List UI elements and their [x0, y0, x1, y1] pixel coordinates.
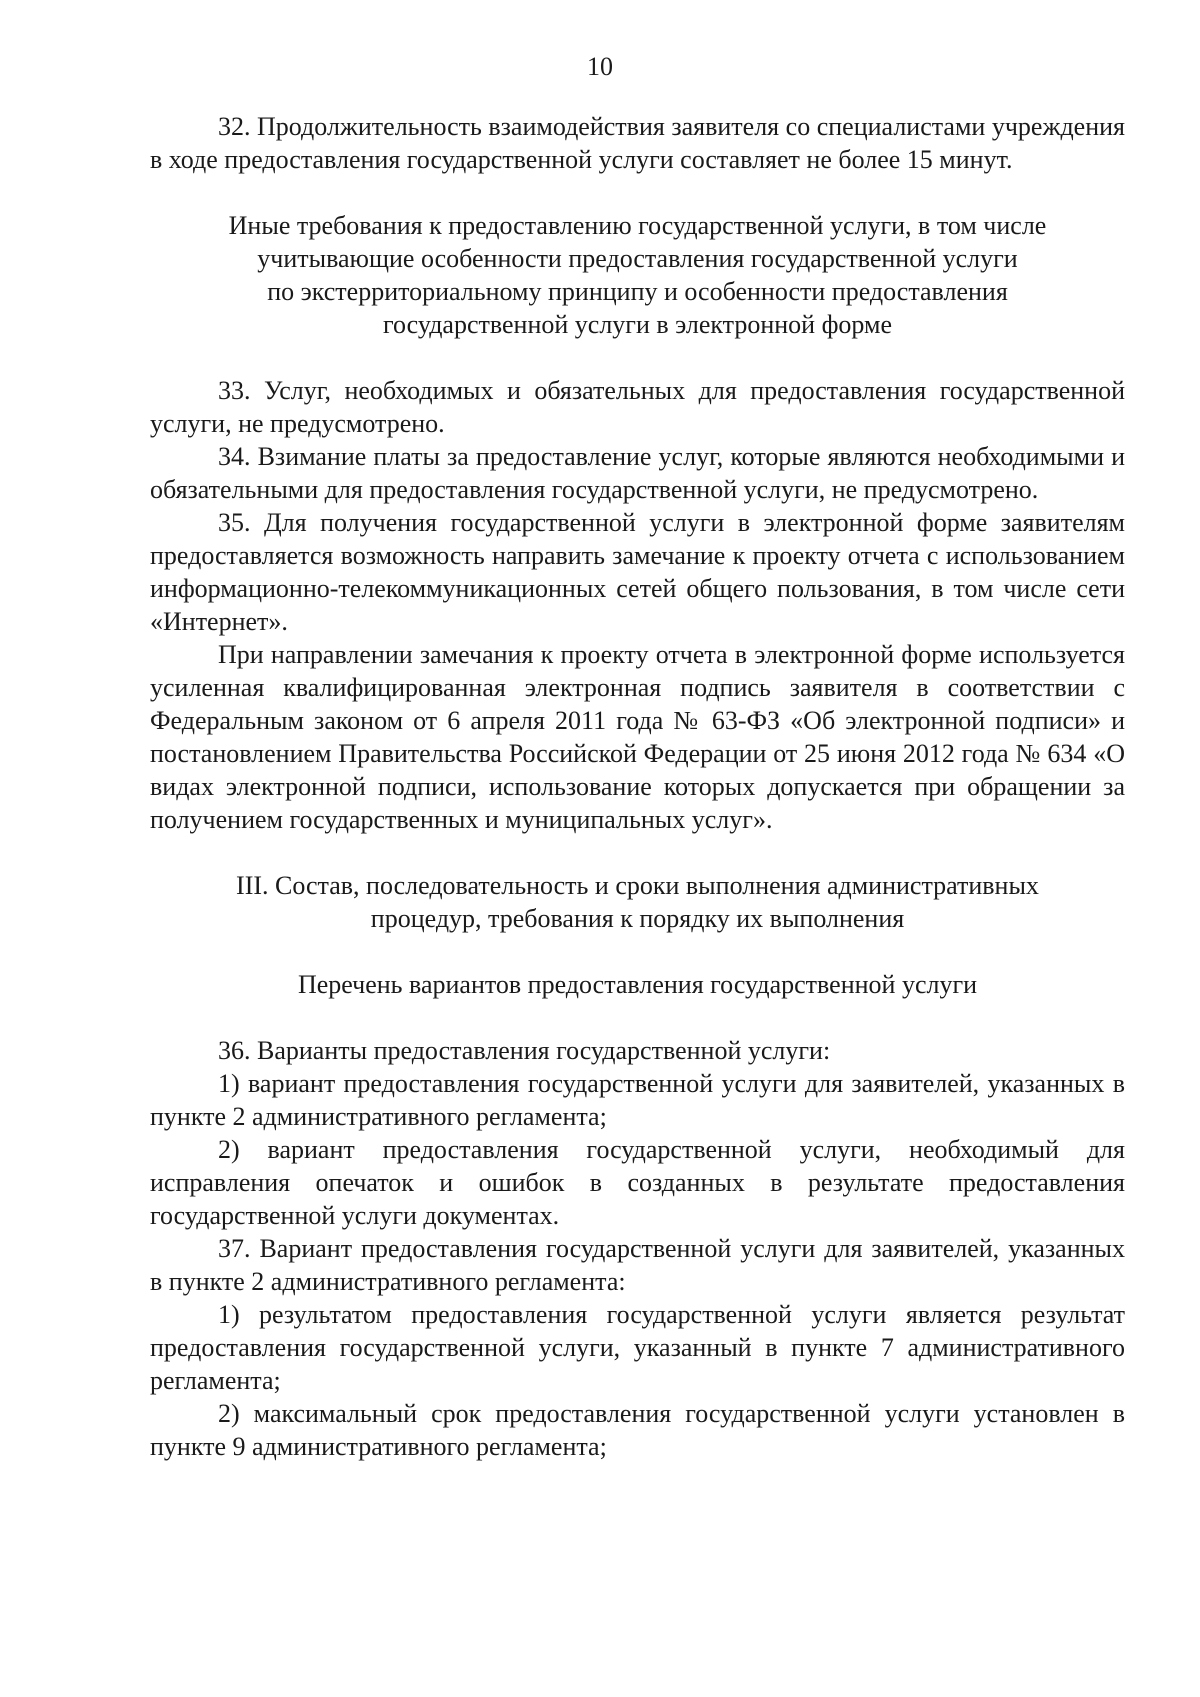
page-number: 10 [587, 52, 613, 81]
heading-line: государственной услуги в электронной форме [382, 310, 893, 339]
document-body [150, 110, 1125, 1463]
heading-line: по экстерриториальному принципу и особенности предоставления [267, 277, 1008, 306]
heading-other-requirements [150, 209, 1125, 341]
paragraph-36-item-2: 2) вариант предоставления государственной услуги, необходимый для исправления опечаток и ошибок в созданных в результате предоставления государственной услуги документах. [150, 1135, 1125, 1230]
paragraph-36: 36. Варианты предоставления государственной услуги: [218, 1036, 831, 1065]
paragraph-35: 35. Для получения государственной услуги в электронной форме заявителям предоставляется возможность направить замечание к проекту отчета с использованием информационно-телекоммуникационных сетей общего пользования, в том числе сети «Интернет». [150, 508, 1125, 636]
heading-line: процедур, требования к порядку их выполнения [370, 904, 905, 933]
heading-section-3 [150, 869, 1125, 935]
paragraph-34: 34. Взимание платы за предоставление услуг, которые являются необходимыми и обязательными для предоставления государственной услуги, не предусмотрено. [150, 442, 1125, 504]
heading-line: III. Состав, последовательность и сроки выполнения административных [236, 871, 1039, 900]
paragraph-37-item-1: 1) результатом предоставления государственной услуги является результат предоставления государственной услуги, указанный в пункте 7 административного регламента; [150, 1300, 1125, 1395]
paragraph-35-signature: При направлении замечания к проекту отчета в электронной форме используется усиленная квалифицированная электронная подпись заявителя в соответствии с Федеральным законом от 6 апреля 2011 года № 63-ФЗ «Об электронной подписи» и постановлением Правительства Российской Федерации от 25 июня 2012 года № 634 «О видах электронной подписи, использование которых допускается при обращении за получением государственных и муниципальных услуг». [150, 640, 1125, 834]
paragraph-32: 32. Продолжительность взаимодействия заявителя со специалистами учреждения в ходе предоставления государственной услуги составляет не более 15 минут. [150, 112, 1125, 174]
paragraph-33: 33. Услуг, необходимых и обязательных для предоставления государственной услуги, не предусмотрено. [150, 376, 1125, 438]
paragraph-37-item-2: 2) максимальный срок предоставления государственной услуги установлен в пункте 9 административного регламента; [150, 1399, 1125, 1461]
heading-line: Иные требования к предоставлению государственной услуги, в том числе [228, 211, 1047, 240]
heading-variants-list [150, 968, 1125, 1001]
paragraph-36-item-1: 1) вариант предоставления государственной услуги для заявителей, указанных в пункте 2 административного регламента; [150, 1069, 1125, 1131]
paragraph-37: 37. Вариант предоставления государственной услуги для заявителей, указанных в пункте 2 административного регламента: [150, 1234, 1125, 1296]
heading-line: учитывающие особенности предоставления государственной услуги [257, 244, 1018, 273]
heading-line: Перечень вариантов предоставления государственной услуги [297, 970, 978, 999]
